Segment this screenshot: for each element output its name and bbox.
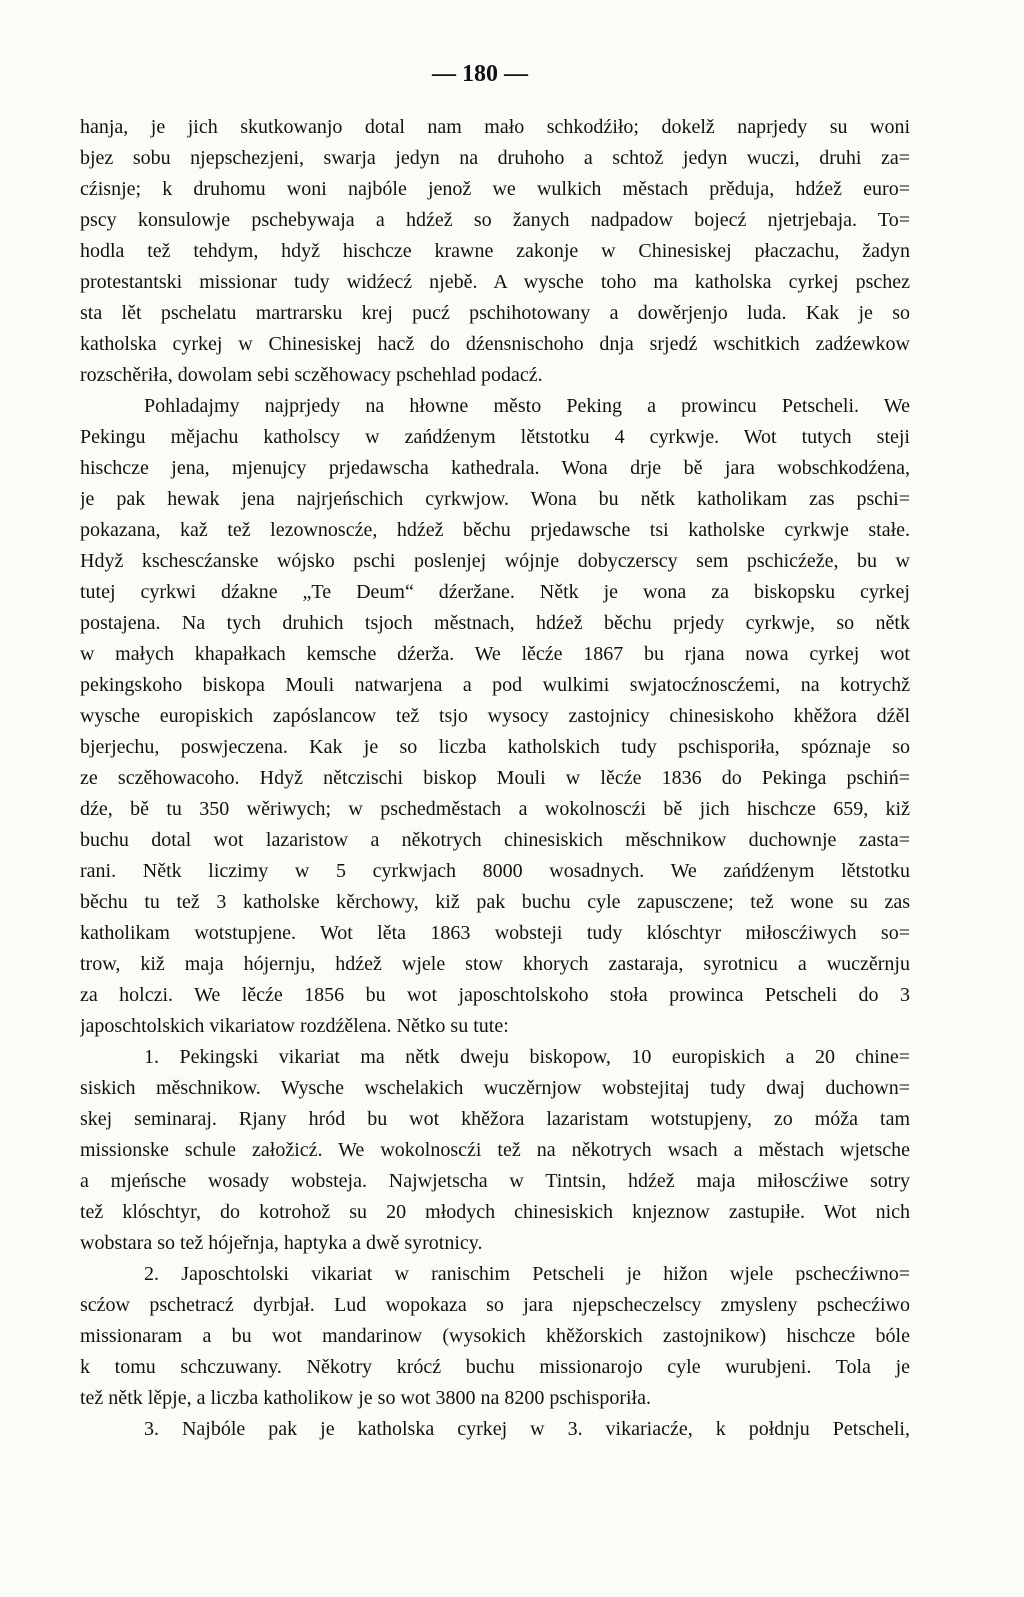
- text-line: tež nětk lěpje, a liczba katholikow je so wot 3800 na 8200 pschisporiła.: [80, 1387, 651, 1409]
- text-line: postajena. Na tych druhich tsjoch městnach, hdźež běchu prjedy cyrkwje, so nětk: [80, 612, 910, 634]
- text-line: ze sczěhowacoho. Hdyž nětczischi biskop Mouli w lěcźe 1836 do Pekinga pschiń=: [80, 767, 910, 789]
- text-line: japoschtolskich vikariatow rozdźělena. Nětko su tute:: [80, 1015, 509, 1037]
- text-line: cźisnje; k druhomu woni najbóle jenož we wulkich městach prěduja, hdźež euro=: [80, 178, 910, 200]
- text-line: dźe, bě tu 350 wěriwych; w pschedměstach a wokolnoscźi bě jich hischcze 659, kiž: [80, 798, 910, 820]
- text-line: tutej cyrkwi dźakne „Te Deum“ dźeržane. Nětk je wona za biskopsku cyrkej: [80, 581, 910, 603]
- text-line: scźow pschetracź dyrbjał. Lud wopokaza so jara njepscheczelscy zmysleny pschecźiwo: [80, 1294, 910, 1316]
- text-line: rozschěriła, dowolam sebi sczěhowacy pschehlad podacź.: [80, 364, 543, 386]
- text-line: protestantski missionar tudy widźecź njebě. A wysche toho ma katholska cyrkej pschez: [80, 271, 910, 293]
- text-line: siskich měschnikow. Wysche wschelakich wuczěrnjow wobstejitaj tudy dwaj duchown=: [80, 1077, 910, 1099]
- text-line: hanja, je jich skutkowanjo dotal nam mało schkodźiło; dokelž naprjedy su woni: [80, 116, 910, 138]
- text-line: trow, kiž maja hójernju, hdźež wjele stow khorych zastaraja, syrotnicu a wuczěrnju: [80, 953, 910, 975]
- text-line: buchu dotal wot lazaristow a někotrych chinesiskich měschnikow duchownje zasta=: [80, 829, 910, 851]
- paragraph: [80, 1259, 910, 1414]
- text-line: rani. Nětk liczimy w 5 cyrkwjach 8000 wosadnych. We zańdźenym lětstotku: [80, 860, 910, 882]
- text-line: 2. Japoschtolski vikariat w ranischim Petscheli je hižon wjele pschecźiwno=: [144, 1263, 910, 1285]
- text-line: missionaram a bu wot mandarinow (wysokich khěžorskich zastojnikow) hischcze bóle: [80, 1325, 910, 1347]
- text-line: bjez sobu njepschezjeni, swarja jedyn na druhoho a schtož jedyn wuczi, druhi za=: [80, 147, 910, 169]
- text-line: wobstara so tež hójeřnja, haptyka a dwě syrotnicy.: [80, 1232, 483, 1254]
- text-line: Hdyž kschescźanske wójsko pschi poslenjej wójnje dobyczerscy sem pschicźeže, bu w: [80, 550, 910, 572]
- paragraph: [80, 391, 910, 1042]
- text-line: 3. Najbóle pak je katholska cyrkej w 3. vikariacźe, k połdnju Petscheli,: [144, 1418, 910, 1440]
- text-line: missionske schule załožicź. We wokolnoscźi tež na někotrych wsach a městach wjetsche: [80, 1139, 910, 1161]
- text-line: katholikam wotstupjene. Wot lěta 1863 wobsteji tudy klóschtyr miłoscźiwych so=: [80, 922, 910, 944]
- text-line: w małych khapałkach kemsche dźerža. We lěcźe 1867 bu rjana nowa cyrkej wot: [80, 643, 910, 665]
- text-line: a mjeńsche wosady wobsteja. Najwjetscha w Tintsin, hdźež maja miłoscźiwe sotry: [80, 1170, 910, 1192]
- page-number: — 180 —: [432, 61, 528, 87]
- text-line: pokazana, kaž tež lezownoscźe, hdźež běchu prjedawsche tsi katholske cyrkwje stałe.: [80, 519, 910, 541]
- text-line: katholska cyrkej w Chinesiskej hacž do dźensnischoho dnja srjedź wschitkich zadźewkow: [80, 333, 910, 355]
- text-line: hischcze jena, mjenujcy prjedawscha kathedrala. Wona drje bě jara wobschkodźena,: [80, 457, 910, 479]
- text-line: wysche europiskich zapóslancow tež tsjo wysocy zastojnicy chinesiskoho khěžora dźěl: [80, 705, 910, 727]
- text-line: k tomu schczuwany. Někotry krócź buchu missionarojo cyle wurubjeni. Tola je: [80, 1356, 910, 1378]
- text-line: za holczi. We lěcźe 1856 bu wot japoschtolskoho stoła prowinca Petscheli do 3: [80, 984, 910, 1006]
- text-line: pscy konsulowje pschebywaja a hdźež so žanych nadpadow bojecź njetrjebaja. To=: [80, 209, 910, 231]
- text-line: pekingskoho biskopa Mouli natwarjena a pod wulkimi swjatocźnoscźemi, na kotrychž: [80, 674, 910, 696]
- text-line: Pohladajmy najprjedy na hłowne město Peking a prowincu Petscheli. We: [144, 395, 910, 417]
- text-line: tež klóschtyr, do kotrohož su 20 młodych chinesiskich knjeznow zastupiłe. Wot nich: [80, 1201, 910, 1223]
- paragraph: [80, 1042, 910, 1259]
- body-text: [80, 112, 910, 1445]
- paragraph: [80, 1414, 910, 1445]
- paragraph: [80, 112, 910, 391]
- text-line: hodla tež tehdym, hdyž hischcze krawne zakonje w Chinesiskej płaczachu, žadyn: [80, 240, 910, 262]
- text-line: Pekingu mějachu katholscy w zańdźenym lětstotku 4 cyrkwje. Wot tutych steji: [80, 426, 910, 448]
- text-line: 1. Pekingski vikariat ma nětk dweju biskopow, 10 europiskich a 20 chine=: [144, 1046, 910, 1068]
- text-line: skej seminaraj. Rjany hród bu wot khěžora lazaristam wotstupjeny, zo móža tam: [80, 1108, 910, 1130]
- text-line: bjerjechu, poswjeczena. Kak je so liczba katholskich tudy pschisporiła, spóznaje so: [80, 736, 910, 758]
- text-line: sta lět pschelatu martrarsku krej pucź pschihotowany a dowěrjenjo luda. Kak je so: [80, 302, 910, 324]
- text-line: běchu tu tež 3 katholske kěrchowy, kiž pak buchu cyle zapusczene; tež wone su zas: [80, 891, 910, 913]
- text-line: je pak hewak jena najrjeńschich cyrkwjow. Wona bu nětk katholikam zas pschi=: [80, 488, 910, 510]
